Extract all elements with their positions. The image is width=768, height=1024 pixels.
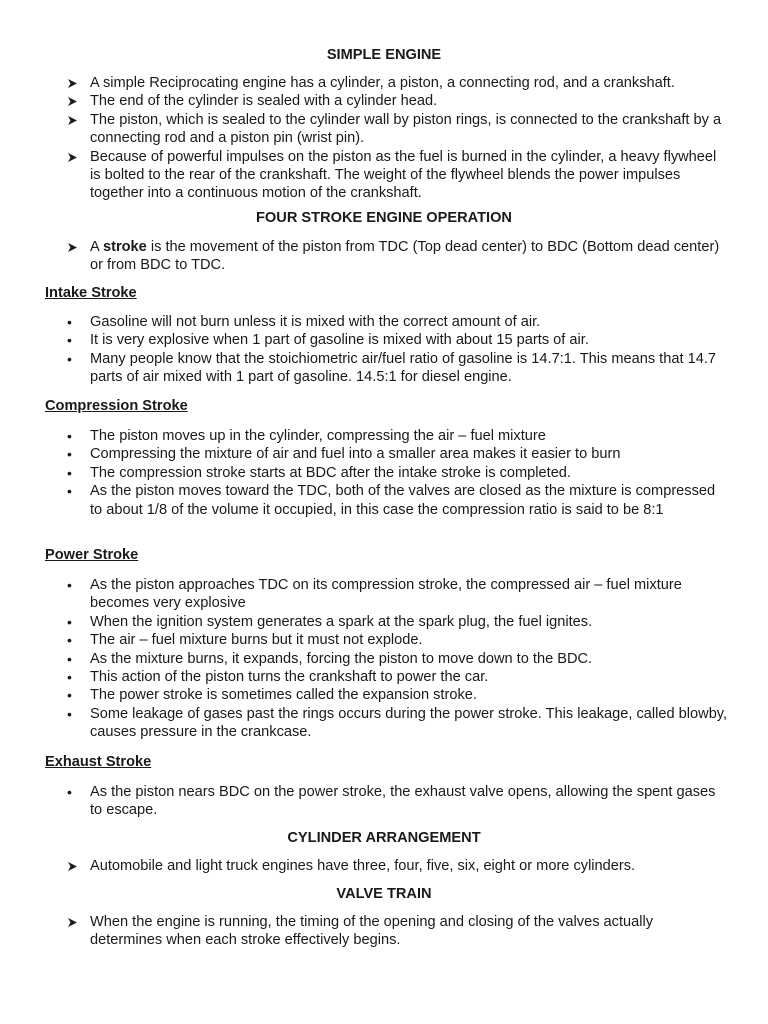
bullet-icon: •: [67, 650, 72, 667]
bullet-icon: •: [67, 464, 72, 481]
bullet-icon: •: [67, 577, 72, 593]
heading-exhaust-stroke: Exhaust Stroke: [45, 754, 152, 770]
stroke-definition-prefix: A: [90, 239, 103, 255]
valve-train-list: [0, 913, 768, 950]
list-item-text: Automobile and light truck engines have three, four, five, six, eight or more cylinders.: [90, 858, 636, 874]
list-item-text: When the engine is running, the timing of the opening and closing of the valves actually determines when each stroke effectively begins.: [90, 914, 654, 949]
list-item-text: Compressing the mixture of air and fuel into a smaller area makes it easier to burn: [90, 446, 621, 463]
heading-simple-engine: SIMPLE ENGINE: [326, 47, 442, 63]
arrow-bullet-icon: [67, 857, 81, 875]
intake-list: [0, 313, 768, 387]
power-list: [0, 576, 768, 742]
heading-power-stroke: Power Stroke: [45, 547, 139, 563]
list-item: [0, 913, 768, 950]
compression-list: [0, 427, 768, 519]
list-item: [0, 686, 768, 704]
list-item: [0, 238, 768, 275]
bullet-icon: •: [67, 687, 72, 704]
heading-valve-train: VALVE TRAIN: [336, 886, 432, 902]
cylinder-arrangement-list: [0, 857, 768, 875]
list-item: [0, 613, 768, 631]
list-item: [0, 576, 768, 613]
heading-cylinder-arrangement: CYLINDER ARRANGEMENT: [287, 830, 481, 846]
list-item: [0, 482, 768, 519]
bullet-icon: •: [67, 784, 72, 800]
bullet-icon: •: [67, 314, 72, 330]
list-item-text: Gasoline will not burn unless it is mixed with the correct amount of air.: [90, 314, 541, 330]
bullet-icon: •: [67, 446, 72, 463]
list-item: [0, 445, 768, 463]
list-item: [0, 331, 768, 349]
list-item: [0, 92, 768, 110]
bullet-icon: •: [67, 350, 72, 367]
list-item-text: Some leakage of gases past the rings occurs during the power stroke. This leakage, called blowby, causes pressure in the crankcase.: [90, 705, 728, 741]
list-item-text: As the piston nears BDC on the power stroke, the exhaust valve opens, allowing the spent gases to escape.: [90, 784, 716, 819]
list-item-text: The piston, which is sealed to the cylinder wall by piston rings, is connected to the crankshaft by a connecting rod and a piston pin (wrist pin).: [90, 111, 722, 147]
list-item-text: The power stroke is sometimes called the expansion stroke.: [90, 687, 477, 704]
list-item-text: When the ignition system generates a spark at the spark plug, the fuel ignites.: [90, 613, 593, 630]
list-item-text: Because of powerful impulses on the piston as the fuel is burned in the cylinder, a heavy flywheel is bolted to the rear of the crankshaft. The weight of the flywheel blends the power impulses together into a continuous motion of the crankshaft.: [90, 148, 717, 202]
bullet-icon: •: [67, 669, 72, 686]
bullet-icon: •: [67, 332, 72, 349]
bullet-icon: •: [67, 705, 72, 722]
list-item-text: The end of the cylinder is sealed with a cylinder head.: [90, 93, 438, 110]
list-item: [0, 668, 768, 686]
bullet-icon: •: [67, 428, 72, 444]
list-item: [0, 427, 768, 445]
arrow-bullet-icon: [67, 913, 81, 931]
list-item: [0, 650, 768, 668]
bullet-icon: •: [67, 613, 72, 630]
arrow-bullet-icon: [67, 74, 81, 92]
list-item-text: It is very explosive when 1 part of gasoline is mixed with about 15 parts of air.: [90, 332, 589, 349]
list-item-text: As the mixture burns, it expands, forcing the piston to move down to the BDC.: [90, 650, 593, 667]
arrow-bullet-icon: [67, 92, 81, 110]
list-item-text: Many people know that the stoichiometric air/fuel ratio of gasoline is 14.7:1. This means that 14.7 parts of air mixed with 1 part of gasoline. 14.5:1 for diesel engine.: [90, 350, 716, 386]
exhaust-list: [0, 783, 768, 820]
list-item: [0, 350, 768, 387]
list-item-text: As the piston moves toward the TDC, both of the valves are closed as the mixture is compressed to about 1/8 of the volume it occupied, in this case the compression ratio is said to be 8:1: [90, 483, 716, 518]
list-item: [0, 148, 768, 203]
list-item-text: The compression stroke starts at BDC after the intake stroke is completed.: [90, 464, 571, 481]
list-item-text: This action of the piston turns the crankshaft to power the car.: [90, 669, 489, 686]
list-item: [0, 313, 768, 331]
list-item-text: The piston moves up in the cylinder, compressing the air – fuel mixture: [90, 428, 546, 444]
list-item: [0, 783, 768, 820]
stroke-definition-text: is the movement of the piston from TDC (Top dead center) to BDC (Bottom dead center) or from BDC to TDC.: [90, 239, 720, 274]
bullet-icon: •: [67, 483, 72, 500]
bullet-icon: •: [67, 632, 72, 649]
heading-four-stroke: FOUR STROKE ENGINE OPERATION: [256, 210, 512, 226]
four-stroke-list: [0, 238, 768, 275]
heading-compression-stroke: Compression Stroke: [45, 398, 188, 414]
arrow-bullet-icon: [67, 111, 81, 129]
list-item-text: The air – fuel mixture burns but it must not explode.: [90, 632, 423, 649]
list-item-text: A simple Reciprocating engine has a cylinder, a piston, a connecting rod, and a crankshaft.: [90, 75, 675, 91]
simple-engine-list: [0, 74, 768, 203]
list-item: [0, 464, 768, 482]
list-item: [0, 74, 768, 92]
arrow-bullet-icon: [67, 238, 81, 256]
list-item-text: As the piston approaches TDC on its compression stroke, the compressed air – fuel mixture becomes very explosive: [90, 577, 682, 612]
heading-intake-stroke: Intake Stroke: [45, 285, 137, 301]
list-item: [0, 111, 768, 148]
stroke-term: stroke: [102, 239, 147, 255]
arrow-bullet-icon: [67, 148, 81, 166]
list-item: [0, 705, 768, 742]
list-item: [0, 631, 768, 649]
list-item: [0, 857, 768, 875]
